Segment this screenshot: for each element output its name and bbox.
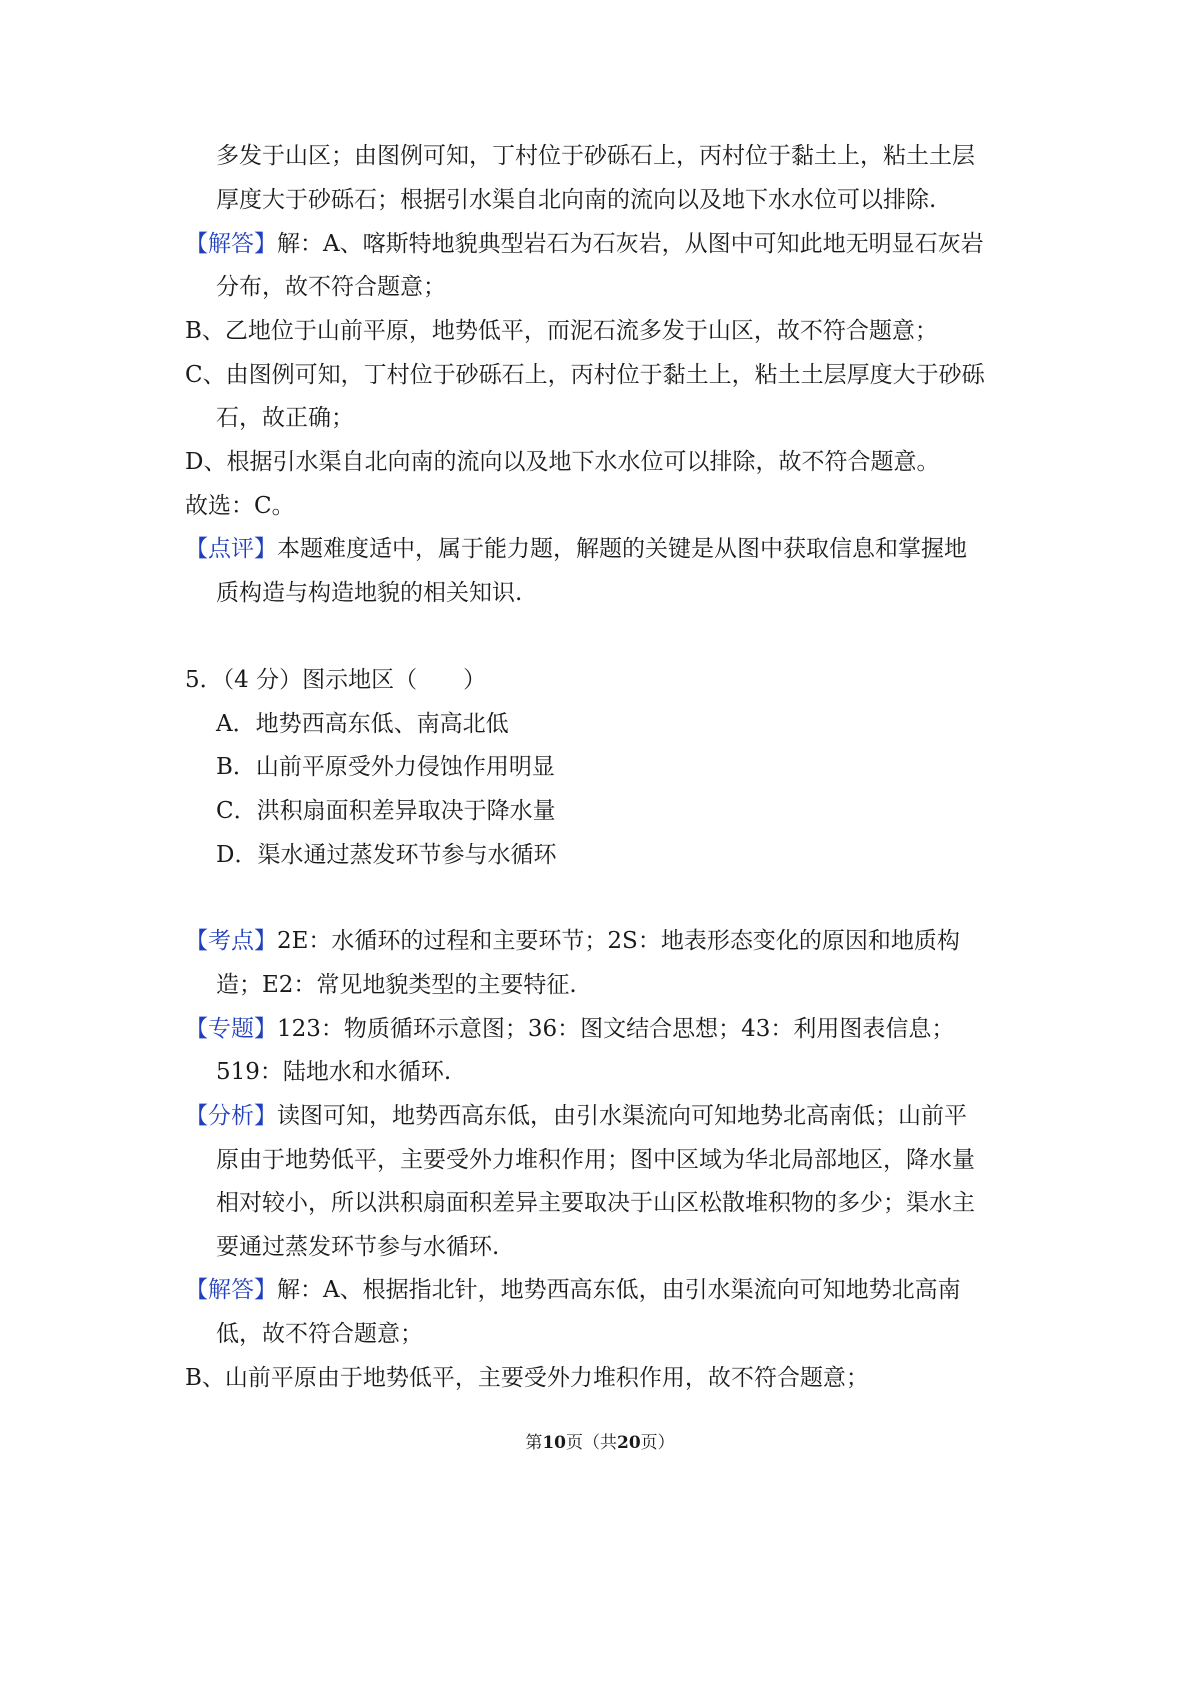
section-tag: 【解答】 (185, 1277, 277, 1303)
text-line: 原由于地势低平，主要受外力堆积作用；图中区域为华北局部地区，降水量 (216, 1147, 975, 1173)
knowledge-point-section: 【考点】2E：水循环的过程和主要环节；2S：地表形态变化的原因和地质构 (185, 928, 960, 954)
text-line: 质构造与构造地貌的相关知识. (216, 580, 523, 606)
total-pages: 20 (617, 1433, 641, 1453)
text-line: 厚度大于砂砾石；根据引水渠自北向南的流向以及地下水水位可以排除. (216, 187, 937, 213)
option-a: A．地势西高东低、南高北低 (216, 711, 509, 737)
answer-section: 【解答】解：A、喀斯特地貌典型岩石为石灰岩，从图中可知此地无明显石灰岩 (185, 231, 984, 257)
option-b: B．山前平原受外力侵蚀作用明显 (216, 754, 555, 780)
text-line: 要通过蒸发环节参与水循环. (216, 1234, 500, 1260)
text-line: B、山前平原由于地势低平，主要受外力堆积作用，故不符合题意； (185, 1365, 869, 1391)
text-line: B、乙地位于山前平原，地势低平，而泥石流多发于山区，故不符合题意； (185, 318, 938, 344)
page-number: 10 (542, 1433, 566, 1453)
text-line: 多发于山区；由图例可知，丁村位于砂砾石上，丙村位于黏土上，粘土土层 (216, 143, 975, 169)
question-stem: 5．（4 分）图示地区（ ） (185, 667, 487, 693)
text-line: 石，故正确； (216, 405, 354, 431)
text-line: 分布，故不符合题意； (216, 274, 446, 300)
text-line: 低，故不符合题意； (216, 1321, 423, 1347)
topic-section: 【专题】123：物质循环示意图；36：图文结合思想；43：利用图表信息； (185, 1016, 955, 1042)
section-tag: 【分析】 (185, 1103, 277, 1129)
analysis-section: 【分析】读图可知，地势西高东低，由引水渠流向可知地势北高南低；山前平 (185, 1103, 967, 1129)
answer-section: 【解答】解：A、根据指北针，地势西高东低，由引水渠流向可知地势北高南 (185, 1277, 961, 1303)
text-line: C、由图例可知，丁村位于砂砾石上，丙村位于黏土上，粘土土层厚度大于砂砾 (185, 362, 985, 388)
text-line: 相对较小，所以洪积扇面积差异主要取决于山区松散堆积物的多少；渠水主 (216, 1190, 975, 1216)
option-c: C．洪积扇面积差异取决于降水量 (216, 798, 556, 824)
page-footer: 第10页（共20页） (525, 1433, 675, 1453)
text-line: D、根据引水渠自北向南的流向以及地下水水位可以排除，故不符合题意。 (185, 449, 940, 475)
section-tag: 【解答】 (185, 231, 277, 257)
section-tag: 【考点】 (185, 928, 277, 954)
text-line: 故选：C。 (185, 493, 295, 519)
text-line: 造；E2：常见地貌类型的主要特征. (216, 972, 577, 998)
option-d: D．渠水通过蒸发环节参与水循环 (216, 842, 557, 868)
text-line: 519：陆地水和水循环. (216, 1059, 452, 1085)
section-tag: 【专题】 (185, 1016, 277, 1042)
section-tag: 【点评】 (185, 536, 277, 562)
comment-section: 【点评】本题难度适中，属于能力题，解题的关键是从图中获取信息和掌握地 (185, 536, 967, 562)
